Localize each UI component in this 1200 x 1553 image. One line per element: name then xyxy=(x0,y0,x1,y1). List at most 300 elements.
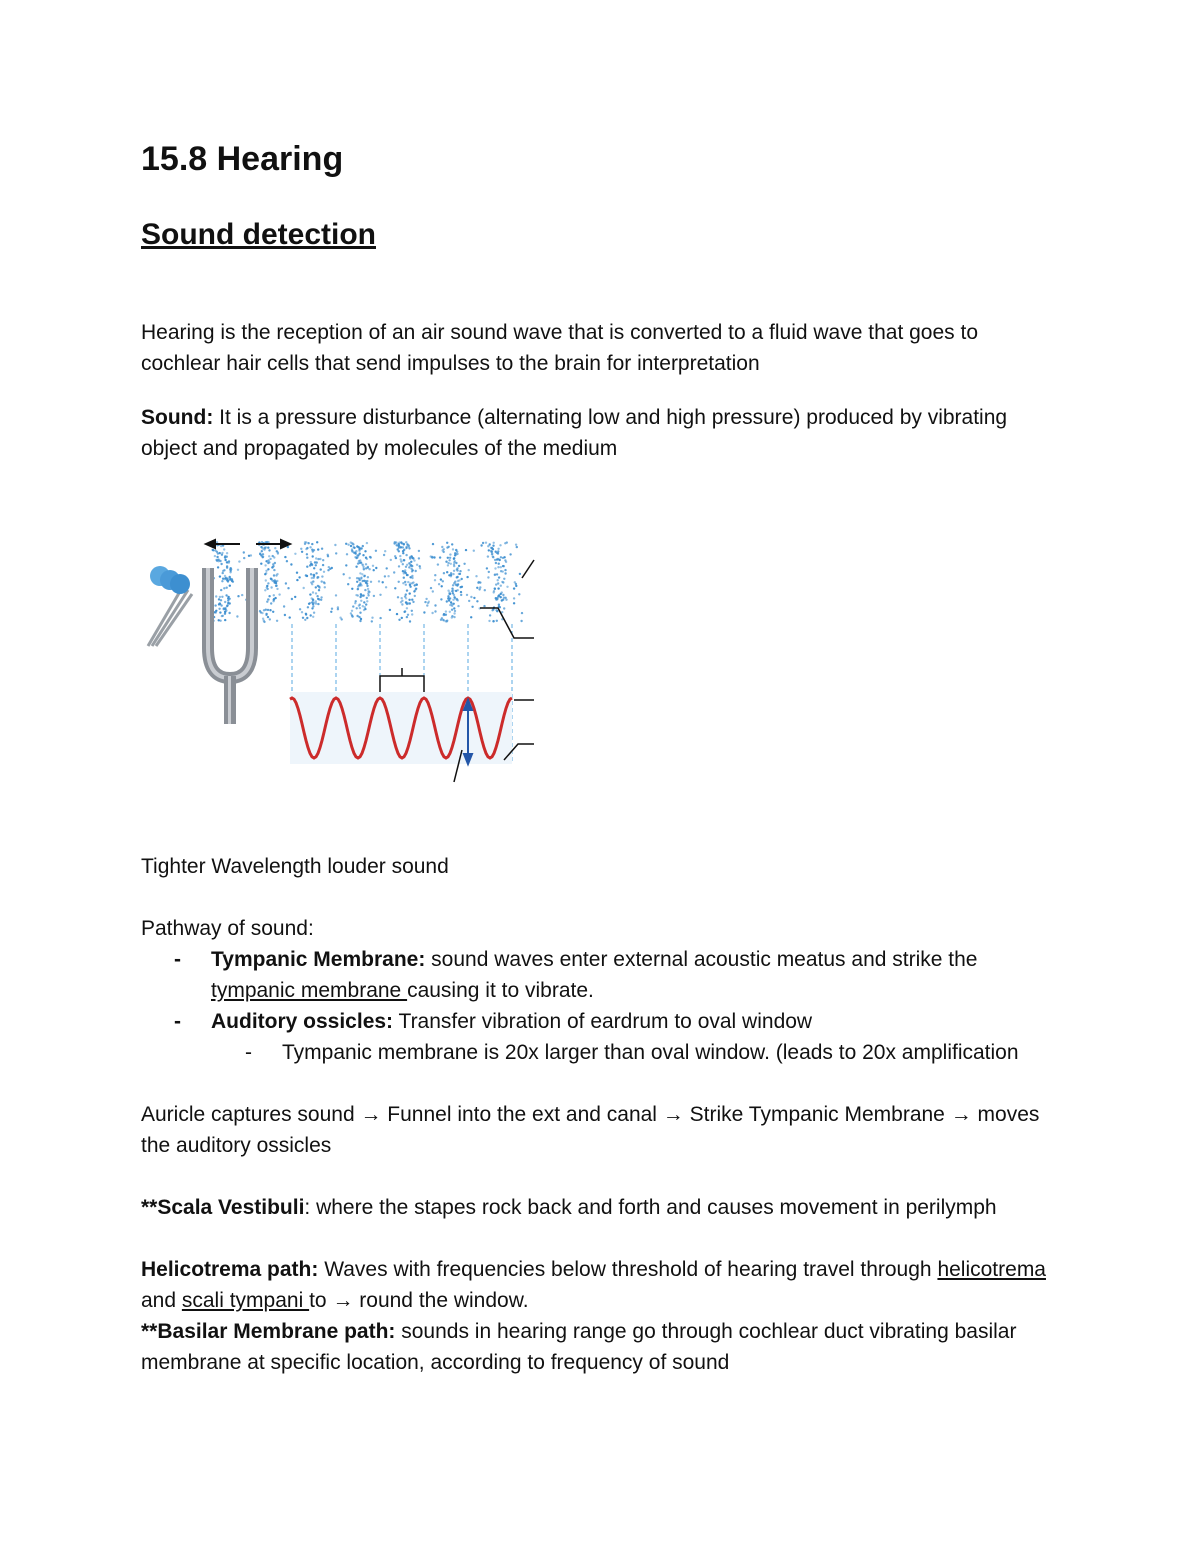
air-molecule-dot xyxy=(266,601,268,603)
air-molecule-dot xyxy=(443,572,445,574)
air-molecule-dot xyxy=(309,602,311,604)
air-molecule-dot xyxy=(353,547,355,549)
air-molecule-dot xyxy=(218,598,220,600)
air-molecule-dot xyxy=(398,550,400,552)
scala-label: **Scala Vestibuli xyxy=(141,1196,305,1219)
air-molecule-dot xyxy=(502,594,504,596)
air-molecule-dot xyxy=(401,603,403,605)
air-molecule-dot xyxy=(402,563,404,565)
air-molecule-dot xyxy=(231,578,233,580)
air-molecule-dot xyxy=(226,567,228,569)
air-molecule-dot xyxy=(495,562,497,564)
air-molecule-dot xyxy=(309,546,311,548)
air-molecule-dot xyxy=(425,598,427,600)
air-molecule-dot xyxy=(349,577,351,579)
air-molecule-dot xyxy=(485,542,487,544)
air-molecule-dot xyxy=(402,546,404,548)
helicotrema-label: Helicotrema path: xyxy=(141,1258,319,1281)
air-molecule-dot xyxy=(403,572,405,574)
air-molecule-dot xyxy=(463,563,465,565)
air-molecule-dot xyxy=(483,605,485,607)
air-molecule-dot xyxy=(445,610,447,612)
air-molecule-dot xyxy=(496,598,498,600)
air-molecule-dot xyxy=(516,546,518,548)
air-molecule-dot xyxy=(520,620,522,622)
air-molecule-dot xyxy=(448,559,450,561)
air-molecule-dot xyxy=(358,549,360,551)
air-molecule-dot xyxy=(365,567,367,569)
air-molecule-dot xyxy=(311,563,313,565)
air-molecule-dot xyxy=(505,599,507,601)
air-molecule-dot xyxy=(296,579,298,581)
air-molecule-dot xyxy=(363,568,365,570)
air-molecule-dot xyxy=(299,608,301,610)
air-molecule-dot xyxy=(451,590,453,592)
air-molecule-dot xyxy=(267,559,269,561)
air-molecule-dot xyxy=(371,620,373,622)
air-molecule-dot xyxy=(515,544,517,546)
air-molecule-dot xyxy=(406,543,408,545)
air-molecule-dot xyxy=(369,556,371,558)
air-molecule-dot xyxy=(339,617,341,619)
air-molecule-dot xyxy=(500,593,502,595)
air-molecule-dot xyxy=(285,582,287,584)
air-molecule-dot xyxy=(498,558,500,560)
air-molecule-dot xyxy=(218,608,220,610)
air-molecule-dot xyxy=(408,547,410,549)
air-molecule-dot xyxy=(263,621,265,623)
air-molecule-dot xyxy=(224,555,226,557)
air-molecule-dot xyxy=(448,574,450,576)
air-molecule-dot xyxy=(243,551,245,553)
air-molecule-dot xyxy=(383,554,385,556)
air-molecule-dot xyxy=(331,567,333,569)
air-molecule-dot xyxy=(504,572,506,574)
air-molecule-dot xyxy=(428,601,430,603)
air-molecule-dot xyxy=(379,617,381,619)
air-molecule-dot xyxy=(366,542,368,544)
air-molecule-dot xyxy=(440,578,442,580)
basilar-text: sounds in hearing range go through cochlear duct vibrating basilar membrane at specific location, according to frequency of sound xyxy=(141,1320,1017,1374)
air-molecule-dot xyxy=(513,587,515,589)
air-molecule-dot xyxy=(274,562,276,564)
air-molecule-dot xyxy=(495,609,497,611)
air-molecule-dot xyxy=(305,613,307,615)
air-molecule-dot xyxy=(411,575,413,577)
air-molecule-dot xyxy=(335,594,337,596)
air-molecule-dot xyxy=(345,564,347,566)
air-molecule-dot xyxy=(273,574,275,576)
ossicles-text: Transfer vibration of eardrum to oval window xyxy=(393,1010,813,1033)
air-molecule-dot xyxy=(405,584,407,586)
air-molecule-dot xyxy=(323,571,325,573)
air-molecule-dot xyxy=(223,607,225,609)
air-molecule-dot xyxy=(500,556,502,558)
air-molecule-dot xyxy=(503,607,505,609)
air-molecule-dot xyxy=(461,578,463,580)
air-molecule-dot xyxy=(405,597,407,599)
basilar-path xyxy=(141,1316,1061,1378)
air-molecule-dot xyxy=(396,613,398,615)
air-molecule-dot xyxy=(357,588,359,590)
air-molecule-dot xyxy=(373,569,375,571)
tympanic-label: Tympanic Membrane: xyxy=(211,948,426,971)
air-molecule-dot xyxy=(394,587,396,589)
air-molecule-dot xyxy=(437,563,439,565)
air-molecule-dot xyxy=(314,561,316,563)
air-molecule-dot xyxy=(389,609,391,611)
air-molecule-dot xyxy=(386,567,388,569)
air-molecule-dot xyxy=(446,542,448,544)
air-molecule-dot xyxy=(316,541,318,543)
air-molecule-dot xyxy=(215,595,217,597)
air-molecule-dot xyxy=(409,582,411,584)
air-molecule-dot xyxy=(400,601,402,603)
air-molecule-dot xyxy=(361,564,363,566)
air-molecule-dot xyxy=(310,573,312,575)
sound-label: Sound: xyxy=(141,406,214,429)
air-molecule-dot xyxy=(456,569,458,571)
air-molecule-dot xyxy=(224,613,226,615)
air-molecule-dot xyxy=(224,575,226,577)
air-molecule-dot xyxy=(475,575,477,577)
air-molecule-dot xyxy=(306,575,308,577)
air-molecule-dot xyxy=(358,547,360,549)
air-molecule-dot xyxy=(321,580,323,582)
helicotrema-path xyxy=(141,1254,1061,1316)
air-molecule-dot xyxy=(265,572,267,574)
air-molecule-dot xyxy=(222,572,224,574)
air-molecule-dot xyxy=(452,599,454,601)
air-molecule-dot xyxy=(232,581,234,583)
air-molecule-dot xyxy=(370,581,372,583)
air-molecule-dot xyxy=(219,611,221,613)
air-molecule-dot xyxy=(269,558,271,560)
air-molecule-dot xyxy=(222,615,224,617)
air-molecule-dot xyxy=(409,620,411,622)
air-molecule-dot xyxy=(407,574,409,576)
scali-tympani-term: scali tympani xyxy=(181,1289,310,1312)
air-molecule-dot xyxy=(458,565,460,567)
air-molecule-dot xyxy=(459,570,461,572)
air-molecule-dot xyxy=(222,578,224,580)
air-molecule-dot xyxy=(355,600,357,602)
air-molecule-dot xyxy=(418,550,420,552)
air-molecule-dot xyxy=(513,602,515,604)
air-molecule-dot xyxy=(241,594,243,596)
air-molecule-dot xyxy=(447,557,449,559)
air-molecule-dot xyxy=(223,548,225,550)
air-molecule-dot xyxy=(312,616,314,618)
air-molecule-dot xyxy=(226,587,228,589)
air-molecule-dot xyxy=(355,566,357,568)
air-molecule-dot xyxy=(359,620,361,622)
air-molecule-dot xyxy=(432,543,434,545)
air-molecule-dot xyxy=(411,613,413,615)
air-molecule-dot xyxy=(402,570,404,572)
air-molecule-dot xyxy=(275,585,277,587)
air-molecule-dot xyxy=(363,601,365,603)
air-molecule-dot xyxy=(312,591,314,593)
air-molecule-dot xyxy=(224,619,226,621)
basilar-label: **Basilar Membrane path: xyxy=(141,1320,396,1343)
air-molecule-dot xyxy=(418,557,420,559)
air-molecule-dot xyxy=(359,583,361,585)
air-molecule-dot xyxy=(504,542,506,544)
air-molecule-dot xyxy=(410,568,412,570)
air-molecule-dot xyxy=(301,611,303,613)
air-molecule-dot xyxy=(402,582,404,584)
air-molecule-dot xyxy=(243,557,245,559)
air-molecule-dot xyxy=(273,569,275,571)
page-title: 15.8 Hearing xyxy=(141,140,344,178)
air-molecule-dot xyxy=(259,610,261,612)
air-molecule-dot xyxy=(382,581,384,583)
air-molecule-dot xyxy=(447,562,449,564)
air-molecule-dot xyxy=(365,563,367,565)
air-molecule-dot xyxy=(490,550,492,552)
air-molecule-dot xyxy=(274,579,276,581)
air-molecule-dot xyxy=(491,553,493,555)
helicotrema-end: to → round the window. xyxy=(309,1289,529,1312)
air-molecule-dot xyxy=(354,552,356,554)
air-molecule-dot xyxy=(439,556,441,558)
air-molecule-dot xyxy=(411,610,413,612)
air-molecule-dot xyxy=(410,561,412,563)
air-molecule-dot xyxy=(315,557,317,559)
air-molecule-dot xyxy=(487,545,489,547)
pathway-list xyxy=(141,944,1061,1068)
air-molecule-dot xyxy=(317,603,319,605)
air-molecule-dot xyxy=(351,610,353,612)
air-molecule-dot xyxy=(228,612,230,614)
air-molecule-dot xyxy=(366,597,368,599)
air-molecule-dot xyxy=(452,584,454,586)
air-molecule-dot xyxy=(409,592,411,594)
list-item xyxy=(141,944,1061,1006)
air-molecule-dot xyxy=(466,576,468,578)
air-molecule-dot xyxy=(315,572,317,574)
air-molecule-dot xyxy=(501,581,503,583)
air-molecule-dot xyxy=(450,563,452,565)
air-molecule-dot xyxy=(306,547,308,549)
air-molecule-dot xyxy=(487,576,489,578)
air-molecule-dot xyxy=(492,620,494,622)
air-molecule-dot xyxy=(330,611,332,613)
air-molecule-dot xyxy=(261,541,263,543)
air-molecule-dot xyxy=(320,568,322,570)
air-molecule-dot xyxy=(446,571,448,573)
sound-definition xyxy=(141,402,1061,464)
air-molecule-dot xyxy=(364,589,366,591)
air-molecule-dot xyxy=(357,585,359,587)
air-molecule-dot xyxy=(375,550,377,552)
air-molecule-dot xyxy=(274,547,276,549)
air-molecule-dot xyxy=(236,615,238,617)
air-molecule-dot xyxy=(400,558,402,560)
air-molecule-dot xyxy=(351,549,353,551)
air-molecule-dot xyxy=(498,576,500,578)
air-molecule-dot xyxy=(496,620,498,622)
air-molecule-dot xyxy=(351,615,353,617)
air-molecule-dot xyxy=(414,595,416,597)
air-molecule-dot xyxy=(473,597,475,599)
air-molecule-dot xyxy=(453,596,455,598)
air-molecule-dot xyxy=(359,612,361,614)
air-molecule-dot xyxy=(223,587,225,589)
air-molecule-dot xyxy=(506,586,508,588)
air-molecule-dot xyxy=(283,605,285,607)
air-molecule-dot xyxy=(354,556,356,558)
air-molecule-dot xyxy=(499,606,501,608)
air-molecule-dot xyxy=(303,587,305,589)
air-molecule-dot xyxy=(294,596,296,598)
air-molecule-dot xyxy=(214,604,216,606)
air-molecule-dot xyxy=(457,583,459,585)
air-molecule-dot xyxy=(306,553,308,555)
air-molecule-dot xyxy=(494,567,496,569)
air-molecule-dot xyxy=(327,555,329,557)
air-molecule-dot xyxy=(357,562,359,564)
air-molecule-dot xyxy=(324,586,326,588)
sub-bullet-dash: - xyxy=(245,1041,252,1064)
air-molecule-dot xyxy=(453,594,455,596)
air-molecule-dot xyxy=(264,564,266,566)
air-molecule-dot xyxy=(227,604,229,606)
air-molecule-dot xyxy=(315,602,317,604)
air-molecule-dot xyxy=(452,573,454,575)
air-molecule-dot xyxy=(419,567,421,569)
air-molecule-dot xyxy=(268,549,270,551)
air-molecule-dot xyxy=(291,598,293,600)
air-molecule-dot xyxy=(449,593,451,595)
air-molecule-dot xyxy=(453,557,455,559)
air-molecule-dot xyxy=(482,542,484,544)
air-molecule-dot xyxy=(393,571,395,573)
sub-item-text: Tympanic membrane is 20x larger than oval window. (leads to 20x amplification xyxy=(282,1041,1019,1064)
air-molecule-dot xyxy=(357,594,359,596)
air-molecule-dot xyxy=(491,547,493,549)
air-molecule-dot xyxy=(323,581,325,583)
air-molecule-dot xyxy=(219,620,221,622)
air-molecule-dot xyxy=(372,565,374,567)
air-molecule-dot xyxy=(498,604,500,606)
air-molecule-dot xyxy=(310,561,312,563)
air-molecule-dot xyxy=(453,582,455,584)
air-molecule-dot xyxy=(456,551,458,553)
air-molecule-dot xyxy=(487,555,489,557)
air-molecule-dot xyxy=(273,556,275,558)
air-molecule-dot xyxy=(316,595,318,597)
air-molecule-dot xyxy=(358,616,360,618)
air-molecule-dot xyxy=(289,616,291,618)
air-molecule-dot xyxy=(267,562,269,564)
air-molecule-dot xyxy=(461,586,463,588)
air-molecule-dot xyxy=(334,544,336,546)
air-molecule-dot xyxy=(379,594,381,596)
air-molecule-dot xyxy=(364,575,366,577)
air-molecule-dot xyxy=(223,569,225,571)
air-molecule-dot xyxy=(451,603,453,605)
air-molecule-dot xyxy=(430,587,432,589)
striker-mallet xyxy=(148,566,192,646)
air-molecule-dot xyxy=(312,605,314,607)
air-molecule-dot xyxy=(259,552,261,554)
air-molecule-dot xyxy=(457,567,459,569)
air-molecule-dot xyxy=(315,592,317,594)
intro-paragraph: Hearing is the reception of an air sound wave that is converted to a fluid wave that goes to cochlear hair cells that send impulses to the brain for interpretation xyxy=(141,321,978,375)
air-molecule-dot xyxy=(219,552,221,554)
air-molecule-dot xyxy=(442,580,444,582)
air-molecule-dot xyxy=(449,553,451,555)
bullet-dash: - xyxy=(174,1010,181,1033)
air-molecule-dot xyxy=(449,557,451,559)
air-molecule-dot xyxy=(277,552,279,554)
air-molecule-dot xyxy=(238,560,240,562)
air-molecule-dot xyxy=(300,548,302,550)
air-molecule-dot xyxy=(514,581,516,583)
air-molecule-dot xyxy=(401,617,403,619)
air-molecule-dot xyxy=(294,553,296,555)
air-molecule-dot xyxy=(378,580,380,582)
air-molecule-dot xyxy=(424,601,426,603)
air-molecule-dot xyxy=(276,620,278,622)
air-molecule-dot xyxy=(272,565,274,567)
air-molecule-dot xyxy=(407,581,409,583)
air-molecule-dot xyxy=(400,546,402,548)
air-molecule-dot xyxy=(497,582,499,584)
air-molecule-dot xyxy=(438,583,440,585)
air-molecule-dot xyxy=(457,580,459,582)
air-molecule-dot xyxy=(473,550,475,552)
air-molecule-dot xyxy=(352,605,354,607)
air-molecule-dot xyxy=(384,550,386,552)
air-molecule-dot xyxy=(351,542,353,544)
air-molecule-dot xyxy=(268,595,270,597)
air-molecule-dot xyxy=(267,547,269,549)
air-molecule-dot xyxy=(317,598,319,600)
air-molecule-dot xyxy=(265,570,267,572)
tuning-fork-figure xyxy=(142,528,538,788)
air-molecule-dot xyxy=(497,579,499,581)
air-molecule-dot xyxy=(237,569,239,571)
air-molecule-dot xyxy=(411,557,413,559)
air-molecule-dot xyxy=(451,543,453,545)
air-molecule-dot xyxy=(405,566,407,568)
sound-text: It is a pressure disturbance (alternating low and high pressure) produced by vibrating object and propagated by molecules of the medium xyxy=(141,406,1008,460)
air-molecule-dot xyxy=(229,585,231,587)
air-molecule-dot xyxy=(494,574,496,576)
air-molecule-dot xyxy=(431,556,433,558)
air-molecule-dot xyxy=(313,567,315,569)
air-molecule-dot xyxy=(426,604,428,606)
air-molecule-dot xyxy=(322,559,324,561)
air-molecule-dot xyxy=(220,563,222,565)
air-molecule-dot xyxy=(513,597,515,599)
pathway-heading: Pathway of sound: xyxy=(141,917,314,940)
air-molecule-dot xyxy=(265,579,267,581)
air-molecule-dot xyxy=(453,612,455,614)
air-molecule-dot xyxy=(446,620,448,622)
air-molecule-dot xyxy=(366,585,368,587)
air-molecule-dot xyxy=(337,606,339,608)
air-molecule-dot xyxy=(466,594,468,596)
air-molecule-dot xyxy=(407,614,409,616)
air-molecule-dot xyxy=(492,545,494,547)
air-molecule-dot xyxy=(405,593,407,595)
air-molecule-dot xyxy=(312,555,314,557)
air-molecule-dot xyxy=(451,588,453,590)
